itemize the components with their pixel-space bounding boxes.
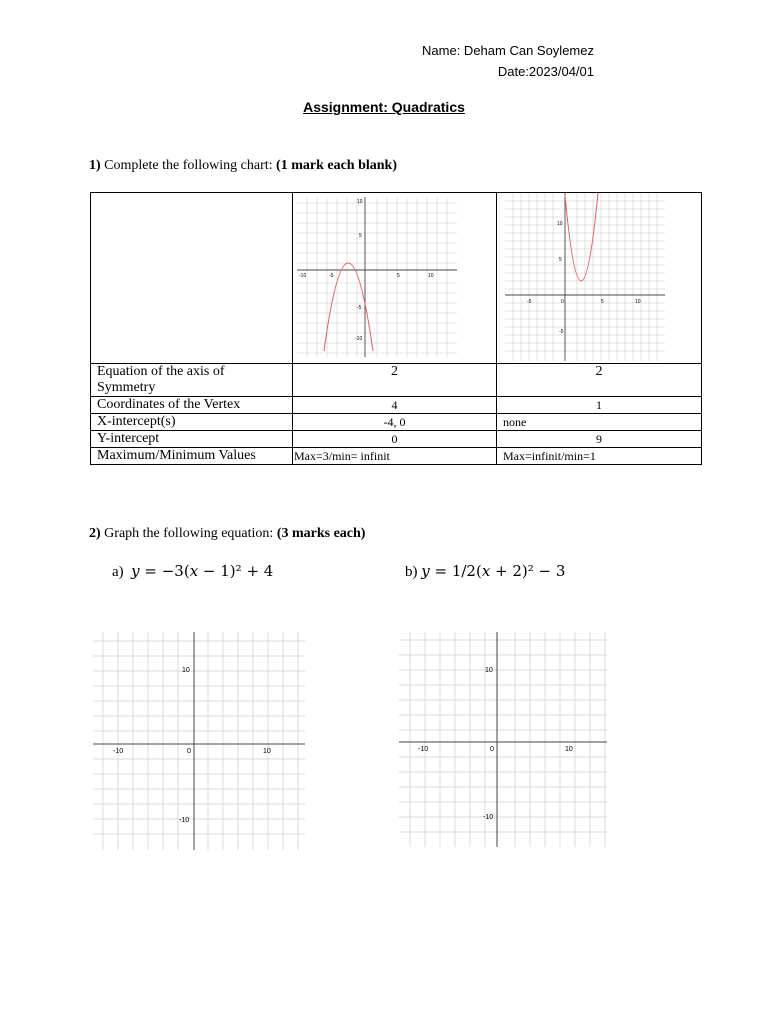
assignment-date: Date:2023/04/01 xyxy=(497,64,594,79)
graph-2-cell xyxy=(497,193,702,364)
blank-graph-a[interactable] xyxy=(93,632,305,850)
graph-1-value: Max=3/min= infinit xyxy=(293,448,497,465)
row-label: Equation of the axis of Symmetry xyxy=(91,364,293,397)
row-label: Coordinates of the Vertex xyxy=(91,397,293,414)
page-title: Assignment: Quadratics xyxy=(303,99,465,115)
equation-b-label: b) xyxy=(405,564,418,580)
graph-1 xyxy=(293,193,461,361)
graph-1-cell xyxy=(293,193,497,364)
equation-a xyxy=(112,562,273,581)
question-2-text: Graph the following equation: xyxy=(104,526,274,541)
graph-2-value: Max=infinit/min=1 xyxy=(497,448,702,465)
graph-1-value: -4, 0 xyxy=(293,414,497,431)
row-label: Maximum/Minimum Values xyxy=(91,448,293,465)
graph-2-value: 9 xyxy=(497,431,702,448)
graph-2-value: none xyxy=(497,414,702,431)
graph-b-tick: -10 xyxy=(418,746,429,753)
graph-a-gridlines xyxy=(93,632,305,850)
graph-1-value: 4 xyxy=(293,397,497,414)
graph-1-tick: -5 xyxy=(357,305,362,311)
table-row xyxy=(91,414,702,431)
graph-1-tick: 5 xyxy=(397,273,400,279)
graph-2-tick: 10 xyxy=(635,299,641,305)
graph-a-tick: -10 xyxy=(179,817,190,824)
graph-1-value: 2 xyxy=(293,364,497,397)
question-1-text: Complete the following chart: xyxy=(104,158,273,173)
question-1-marks: (1 mark each blank) xyxy=(276,158,397,173)
row-label: X-intercept(s) xyxy=(91,414,293,431)
graph-2-value: 2 xyxy=(497,364,702,397)
graph-2-tick: 5 xyxy=(559,257,562,263)
graph-2-tick: 0 xyxy=(561,299,564,305)
graph-1-tick: -10 xyxy=(299,273,307,279)
question-2-marks: (3 marks each) xyxy=(276,526,366,541)
graph-1-tick: -5 xyxy=(329,273,334,279)
equation-a-label: a) xyxy=(112,564,124,580)
question-2-number: 2) xyxy=(89,526,101,541)
row-label: Y-intercept xyxy=(91,431,293,448)
graph-a-tick: 10 xyxy=(182,667,190,674)
blank-graph-b[interactable] xyxy=(399,632,607,847)
graph-b-tick: 10 xyxy=(485,667,493,674)
table-row xyxy=(91,431,702,448)
equation-b-expression: 𝑦 = 1/2(𝑥 + 2)² − 3 xyxy=(421,562,566,580)
graph-1-tick: -10 xyxy=(355,336,363,342)
quadratics-chart xyxy=(90,192,702,465)
question-1-number: 1) xyxy=(89,158,101,173)
question-2 xyxy=(89,526,365,542)
graph-b-tick: 10 xyxy=(565,746,573,753)
graph-b-gridlines xyxy=(399,632,607,847)
graph-a-tick: 0 xyxy=(187,748,191,755)
graph-2-value: 1 xyxy=(497,397,702,414)
graph-a-tick: 10 xyxy=(263,748,271,755)
graph-1-tick: 10 xyxy=(357,199,363,205)
graph-2-tick: -5 xyxy=(527,299,532,305)
table-row xyxy=(91,364,702,397)
blank-cell xyxy=(91,193,293,364)
graph-1-value: 0 xyxy=(293,431,497,448)
question-1 xyxy=(89,158,397,174)
graph-a-tick: -10 xyxy=(113,748,124,755)
equation-b xyxy=(405,562,565,581)
graph-b-tick: 0 xyxy=(490,746,494,753)
graph-2-tick: 5 xyxy=(601,299,604,305)
table-row xyxy=(91,448,702,465)
graph-row xyxy=(91,193,702,364)
graph-1-tick: 5 xyxy=(359,233,362,239)
graph-2-tick: 10 xyxy=(557,221,563,227)
graph-2 xyxy=(501,193,669,363)
equation-a-expression: 𝑦 = −3(𝑥 − 1)² + 4 xyxy=(131,562,274,580)
student-name: Name: Deham Can Soylemez xyxy=(422,43,594,58)
table-row xyxy=(91,397,702,414)
graph-1-tick: 10 xyxy=(428,273,434,279)
graph-2-tick: -5 xyxy=(559,329,564,335)
graph-b-tick: -10 xyxy=(483,814,494,821)
